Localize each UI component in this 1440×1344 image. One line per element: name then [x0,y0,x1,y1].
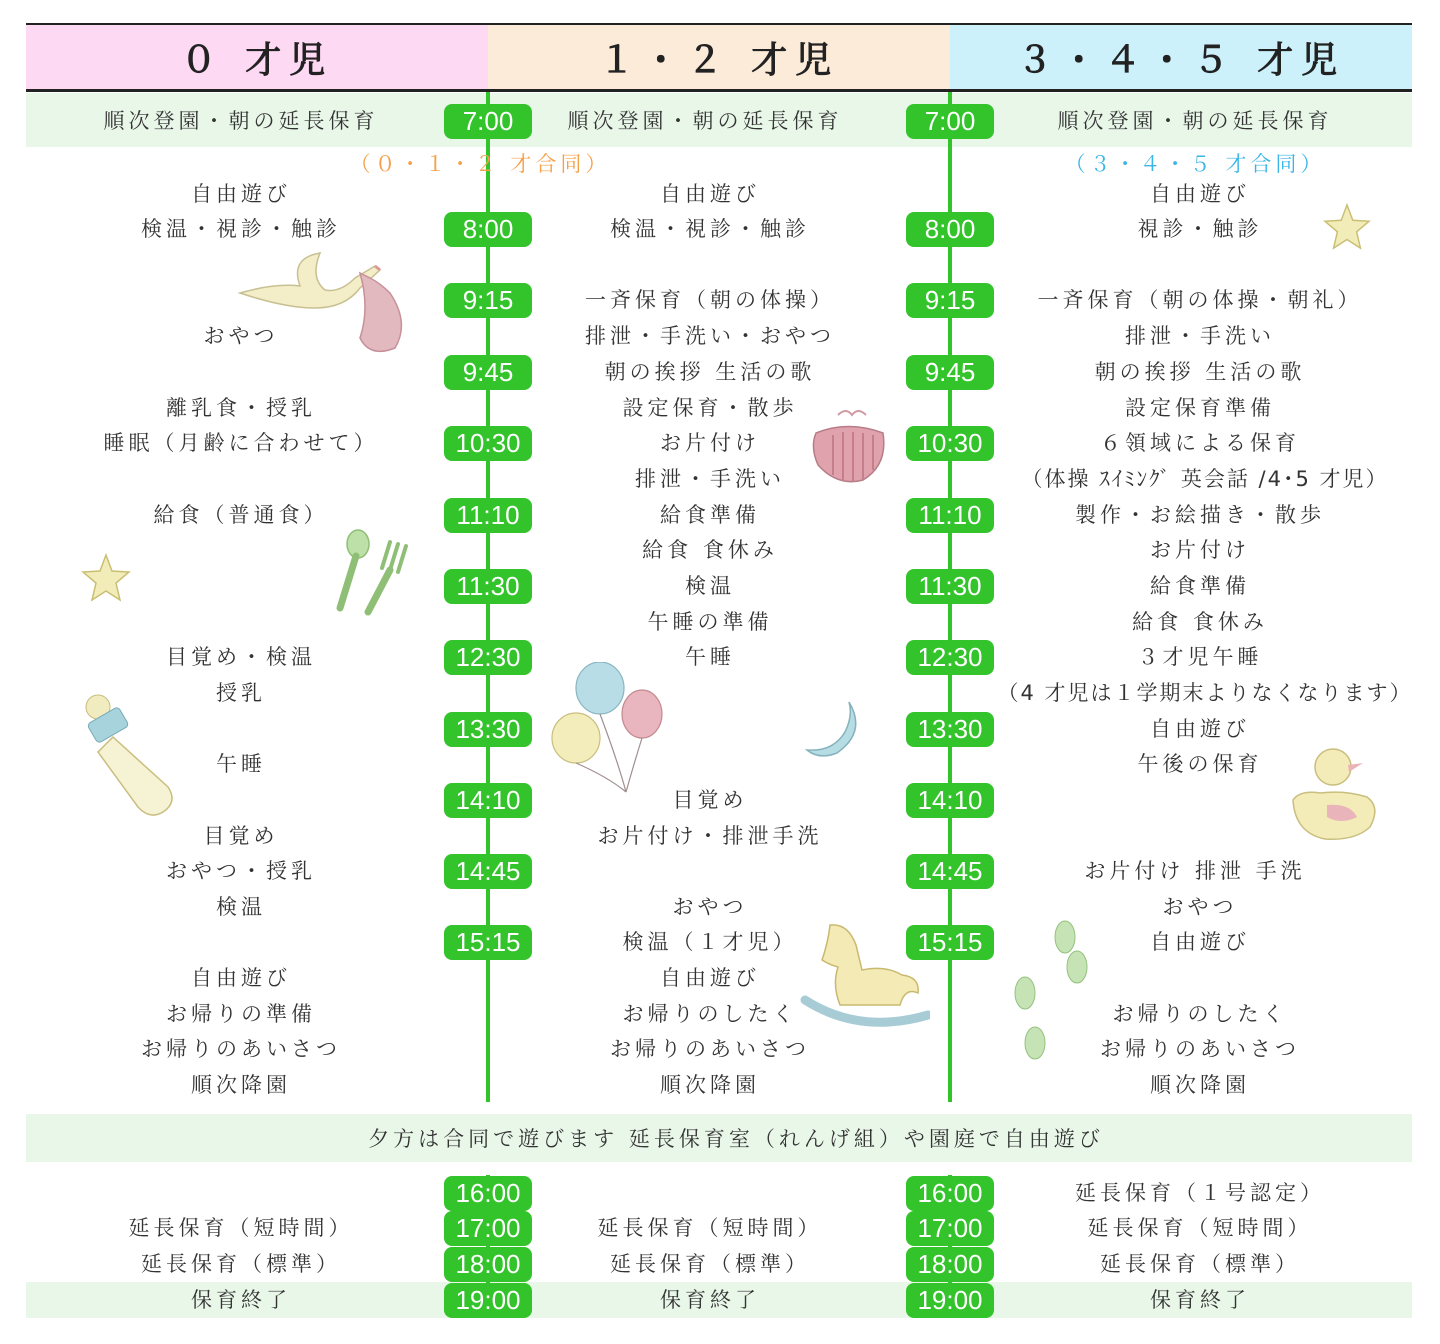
activity-12: 検温・視診・触診 [610,217,810,241]
activity-12: お帰りのあいさつ [610,1037,810,1061]
activity-345: お帰りのしたく [1112,1002,1288,1026]
activity-12: 自由遊び [660,966,760,990]
activity-12: 排泄・手洗い [635,467,785,491]
time-badge: 9:15 [444,283,532,318]
activity-345: ３才児午睡 [1137,645,1263,669]
activity-12: 午睡 [685,645,735,669]
time-badge: 18:00 [906,1247,994,1282]
balloons-icon [548,662,668,807]
activity-12: 朝の挨拶 生活の歌 [604,360,816,384]
header-age-0: ０ 才児 [26,25,488,89]
activity-12: 自由遊び [660,182,760,206]
activity-0: 給食（普通食） [153,503,329,527]
activity-12: 順次降園 [660,1073,760,1097]
activity-0: お帰りの準備 [166,1002,316,1026]
time-badge: 10:30 [906,426,994,461]
time-badge: 11:10 [906,498,994,533]
duck-icon [1285,745,1385,845]
header-age-3-4-5: ３・４・５ 才児 [950,25,1412,89]
time-badge: 13:30 [444,712,532,747]
activity-0: 保育終了 [191,1288,291,1312]
activity-12: 検温 [685,574,735,598]
activity-345: 順次登園・朝の延長保育 [1057,109,1333,133]
time-badge: 9:45 [444,355,532,390]
activity-0: 自由遊び [191,966,291,990]
activity-12: 設定保育・散歩 [622,396,798,420]
evening-note: 夕方は合同で遊びます 延長保育室（れんげ組）や園庭で自由遊び [368,1127,1104,1151]
time-badge: 9:45 [906,355,994,390]
activity-345: 一斉保育（朝の体操・朝礼） [1037,288,1363,312]
time-badge: 7:00 [906,104,994,139]
activity-12: 一斉保育（朝の体操） [585,288,835,312]
activity-345: （体操 ｽｲﾐﾝｸﾞ 英会話 /4･5 才児） [1021,467,1389,491]
time-badge: 18:00 [444,1247,532,1282]
activity-0: 検温・視診・触診 [141,217,341,241]
activity-345: 自由遊び [1150,930,1250,954]
activity-0: 睡眠（月齢に合わせて） [103,431,379,455]
activity-345: 自由遊び [1150,717,1250,741]
time-badge: 16:00 [906,1176,994,1211]
activity-12: 延長保育（短時間） [597,1216,823,1240]
activity-345: 排泄・手洗い [1125,324,1275,348]
header-rule [26,89,1412,92]
activity-0: おやつ [203,324,279,348]
time-badge: 14:10 [906,783,994,818]
activity-0: 自由遊び [191,182,291,206]
activity-0: 検温 [216,895,266,919]
stork-icon [230,248,415,363]
activity-345: お帰りのあいさつ [1100,1037,1300,1061]
activity-345: お片付け 排泄 手洗 [1084,859,1306,883]
time-badge: 19:00 [906,1283,994,1318]
time-badge: 17:00 [444,1211,532,1246]
activity-345: 順次降園 [1150,1073,1250,1097]
activity-12: 目覚め [672,788,748,812]
activity-12: お片付け [660,431,760,455]
star-icon [1322,202,1372,252]
activity-345: 設定保育準備 [1125,396,1275,420]
activity-0: 順次登園・朝の延長保育 [103,109,379,133]
activity-345: 午後の保育 [1137,752,1263,776]
time-badge: 8:00 [444,212,532,247]
activity-345: 給食準備 [1150,574,1250,598]
activity-12: 保育終了 [660,1288,760,1312]
time-badge: 14:45 [906,854,994,889]
activity-345: 視診・触診 [1137,217,1263,241]
time-badge: 13:30 [906,712,994,747]
activity-12: おやつ [672,895,748,919]
time-badge: 19:00 [444,1283,532,1318]
time-badge: 15:15 [906,925,994,960]
activity-345: 朝の挨拶 生活の歌 [1094,360,1306,384]
activity-345: （4 才児は１学期末よりなくなります） [997,681,1413,705]
time-badge: 16:00 [444,1176,532,1211]
time-badge: 7:00 [444,104,532,139]
spoon-fork-icon [330,528,415,616]
time-badge: 9:15 [906,283,994,318]
time-badge: 10:30 [444,426,532,461]
footprints-icon [1005,905,1095,1065]
activity-12: お帰りのしたく [622,1002,798,1026]
activity-12: 午睡の準備 [647,610,773,634]
activity-0: 延長保育（標準） [141,1252,341,1276]
header-age-1-2: １・２ 才児 [488,25,950,89]
activity-345: 保育終了 [1150,1288,1250,1312]
activity-345: おやつ [1162,895,1238,919]
activity-12: 検温（１才児） [622,930,798,954]
activity-0: おやつ・授乳 [166,859,316,883]
activity-345: 製作・お絵描き・散歩 [1075,503,1325,527]
time-badge: 12:30 [444,640,532,675]
moon-icon [805,698,867,760]
activity-345: 延長保育（短時間） [1087,1216,1313,1240]
activity-12: 順次登園・朝の延長保育 [567,109,843,133]
time-badge: 17:00 [906,1211,994,1246]
rocking-horse-icon [800,915,930,1040]
star-icon [80,552,132,604]
joint-label-345: （３・４・５ 才合同） [1064,152,1326,176]
time-badge: 8:00 [906,212,994,247]
time-badge: 11:30 [906,569,994,604]
activity-0: 授乳 [216,681,266,705]
time-badge: 11:10 [444,498,532,533]
activity-0: お帰りのあいさつ [141,1037,341,1061]
time-badge: 15:15 [444,925,532,960]
time-badge: 14:10 [444,783,532,818]
activity-0: 延長保育（短時間） [128,1216,354,1240]
activity-12: 給食準備 [660,503,760,527]
time-badge: 14:45 [444,854,532,889]
activity-0: 目覚め [203,824,279,848]
activity-12: 延長保育（標準） [610,1252,810,1276]
activity-0: 離乳食・授乳 [166,396,316,420]
time-badge: 11:30 [444,569,532,604]
activity-345: 延長保育（１号認定） [1075,1181,1325,1205]
activity-345: 自由遊び [1150,182,1250,206]
activity-12: 排泄・手洗い・おやつ [585,324,835,348]
activity-12: 給食 食休み [642,538,778,562]
activity-0: 目覚め・検温 [166,645,316,669]
joint-label-012: （０・１・２ 才合同） [349,152,611,176]
baby-bottle-icon [78,692,188,822]
activity-345: ６領域による保育 [1100,431,1300,455]
activity-12: お片付け・排泄手洗 [597,824,823,848]
activity-345: 延長保育（標準） [1100,1252,1300,1276]
activity-345: お片付け [1150,538,1250,562]
activity-345: 給食 食休み [1132,610,1268,634]
activity-0: 順次降園 [191,1073,291,1097]
bib-icon [808,405,893,487]
activity-0: 午睡 [216,752,266,776]
time-badge: 12:30 [906,640,994,675]
